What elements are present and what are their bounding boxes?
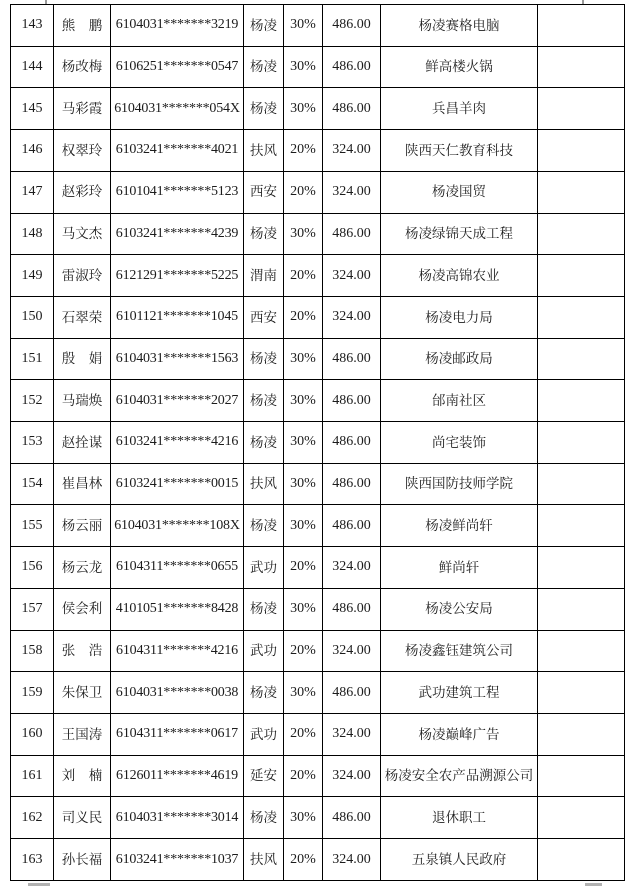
cell-amount[interactable]: 486.00: [323, 588, 381, 630]
cell-name[interactable]: 刘 楠: [54, 755, 111, 797]
cell-id[interactable]: 6101121*******1045: [111, 296, 244, 338]
cell-employer[interactable]: 杨凌国贸: [381, 171, 538, 213]
cell-employer[interactable]: 杨凌公安局: [381, 588, 538, 630]
cell-no[interactable]: 163: [11, 839, 54, 881]
cell-pct[interactable]: 30%: [284, 46, 323, 88]
cutoff-content-mark-left: [28, 883, 50, 886]
cell-city[interactable]: 武功: [244, 630, 284, 672]
cell-id[interactable]: 6104031*******054X: [111, 88, 244, 130]
cell-no[interactable]: 151: [11, 338, 54, 380]
cell-city[interactable]: 杨凌: [244, 422, 284, 464]
cell-amount[interactable]: 324.00: [323, 630, 381, 672]
table-row: [11, 797, 625, 839]
cell-name[interactable]: 张 浩: [54, 630, 111, 672]
cell-no[interactable]: 147: [11, 171, 54, 213]
table-row: [11, 588, 625, 630]
cell-blank[interactable]: [538, 630, 625, 672]
table-row: [11, 171, 625, 213]
cell-name[interactable]: 熊 鹏: [54, 5, 111, 47]
cell-blank[interactable]: [538, 213, 625, 255]
cell-no[interactable]: 144: [11, 46, 54, 88]
table-row: [11, 130, 625, 172]
cell-no[interactable]: 148: [11, 213, 54, 255]
cell-pct[interactable]: 20%: [284, 171, 323, 213]
cell-employer[interactable]: 杨凌赛格电脑: [381, 5, 538, 47]
cell-no[interactable]: 162: [11, 797, 54, 839]
cell-amount[interactable]: 324.00: [323, 713, 381, 755]
cell-pct[interactable]: 20%: [284, 296, 323, 338]
cell-pct[interactable]: 20%: [284, 130, 323, 172]
cell-amount[interactable]: 486.00: [323, 797, 381, 839]
cell-id[interactable]: 6103241*******4216: [111, 422, 244, 464]
table-row: [11, 5, 625, 47]
cell-blank[interactable]: [538, 5, 625, 47]
cell-pct[interactable]: 30%: [284, 505, 323, 547]
cell-pct[interactable]: 20%: [284, 630, 323, 672]
cell-pct[interactable]: 30%: [284, 5, 323, 47]
cell-employer[interactable]: 杨凌邮政局: [381, 338, 538, 380]
cell-amount[interactable]: 324.00: [323, 839, 381, 881]
cutoff-content-mark-right: [585, 883, 602, 886]
cell-no[interactable]: 149: [11, 255, 54, 297]
cell-employer[interactable]: 杨凌巅峰广告: [381, 713, 538, 755]
cell-pct[interactable]: 20%: [284, 755, 323, 797]
cell-city[interactable]: 西安: [244, 171, 284, 213]
cell-name[interactable]: 赵拴谋: [54, 422, 111, 464]
cell-blank[interactable]: [538, 839, 625, 881]
cell-amount[interactable]: 486.00: [323, 88, 381, 130]
cell-city[interactable]: 扶风: [244, 130, 284, 172]
cell-amount[interactable]: 324.00: [323, 171, 381, 213]
cell-city[interactable]: 杨凌: [244, 505, 284, 547]
cell-employer[interactable]: 杨凌鲜尚轩: [381, 505, 538, 547]
table-row: [11, 505, 625, 547]
cell-name[interactable]: 王国涛: [54, 713, 111, 755]
cell-employer[interactable]: 鲜尚轩: [381, 547, 538, 589]
cell-employer[interactable]: 杨凌绿锦天成工程: [381, 213, 538, 255]
cell-name[interactable]: 司义民: [54, 797, 111, 839]
cell-blank[interactable]: [538, 505, 625, 547]
table-row: [11, 296, 625, 338]
cell-pct[interactable]: 30%: [284, 380, 323, 422]
cell-id[interactable]: 6104031*******3219: [111, 5, 244, 47]
table-row: [11, 839, 625, 881]
cell-amount[interactable]: 486.00: [323, 463, 381, 505]
cell-id[interactable]: 6101041*******5123: [111, 171, 244, 213]
cell-no[interactable]: 157: [11, 588, 54, 630]
cell-name[interactable]: 马瑞焕: [54, 380, 111, 422]
cell-id[interactable]: 6103241*******0015: [111, 463, 244, 505]
table-row: [11, 755, 625, 797]
cell-employer[interactable]: 武功建筑工程: [381, 672, 538, 714]
cell-pct[interactable]: 20%: [284, 547, 323, 589]
cell-no[interactable]: 155: [11, 505, 54, 547]
cell-no[interactable]: 161: [11, 755, 54, 797]
cell-no[interactable]: 145: [11, 88, 54, 130]
cell-blank[interactable]: [538, 547, 625, 589]
cell-name[interactable]: 殷 娟: [54, 338, 111, 380]
cell-pct[interactable]: 20%: [284, 713, 323, 755]
cell-name[interactable]: 雷淑玲: [54, 255, 111, 297]
cell-no[interactable]: 160: [11, 713, 54, 755]
cell-amount[interactable]: 324.00: [323, 755, 381, 797]
cell-blank[interactable]: [538, 380, 625, 422]
cell-city[interactable]: 杨凌: [244, 5, 284, 47]
table-row: [11, 672, 625, 714]
cell-amount[interactable]: 486.00: [323, 380, 381, 422]
cell-id[interactable]: 6104311*******0655: [111, 547, 244, 589]
cell-amount[interactable]: 486.00: [323, 213, 381, 255]
cell-name[interactable]: 马彩霞: [54, 88, 111, 130]
cell-pct[interactable]: 30%: [284, 797, 323, 839]
table-row: [11, 46, 625, 88]
cell-city[interactable]: 杨凌: [244, 213, 284, 255]
cell-blank[interactable]: [538, 296, 625, 338]
cell-blank[interactable]: [538, 797, 625, 839]
cell-amount[interactable]: 486.00: [323, 422, 381, 464]
cell-name[interactable]: 权翠玲: [54, 130, 111, 172]
cell-city[interactable]: 杨凌: [244, 588, 284, 630]
cell-blank[interactable]: [538, 130, 625, 172]
table-row: [11, 338, 625, 380]
cell-employer[interactable]: 邰南社区: [381, 380, 538, 422]
table-row: [11, 380, 625, 422]
cell-id[interactable]: 6104311*******0617: [111, 713, 244, 755]
cell-pct[interactable]: 30%: [284, 588, 323, 630]
cell-city[interactable]: 扶风: [244, 839, 284, 881]
cell-city[interactable]: 杨凌: [244, 88, 284, 130]
cell-city[interactable]: 杨凌: [244, 672, 284, 714]
cell-amount[interactable]: 324.00: [323, 130, 381, 172]
cell-city[interactable]: 武功: [244, 713, 284, 755]
cell-pct[interactable]: 30%: [284, 463, 323, 505]
cell-city[interactable]: 渭南: [244, 255, 284, 297]
cell-city[interactable]: 西安: [244, 296, 284, 338]
table-row: [11, 630, 625, 672]
cell-no[interactable]: 159: [11, 672, 54, 714]
cell-pct[interactable]: 20%: [284, 839, 323, 881]
cell-no[interactable]: 156: [11, 547, 54, 589]
cell-amount[interactable]: 486.00: [323, 5, 381, 47]
cell-no[interactable]: 152: [11, 380, 54, 422]
cell-blank[interactable]: [538, 46, 625, 88]
cell-no[interactable]: 153: [11, 422, 54, 464]
cell-amount[interactable]: 486.00: [323, 505, 381, 547]
cell-id[interactable]: 6121291*******5225: [111, 255, 244, 297]
cell-name[interactable]: 杨云龙: [54, 547, 111, 589]
cell-name[interactable]: 杨云丽: [54, 505, 111, 547]
cell-pct[interactable]: 20%: [284, 255, 323, 297]
cell-name[interactable]: 石翠荣: [54, 296, 111, 338]
cell-city[interactable]: 杨凌: [244, 797, 284, 839]
table-body: [11, 5, 625, 881]
cell-no[interactable]: 154: [11, 463, 54, 505]
cell-employer[interactable]: 尚宅装饰: [381, 422, 538, 464]
cell-no[interactable]: 146: [11, 130, 54, 172]
cell-amount[interactable]: 486.00: [323, 46, 381, 88]
cell-id[interactable]: 6103241*******1037: [111, 839, 244, 881]
table-row: [11, 213, 625, 255]
cell-blank[interactable]: [538, 422, 625, 464]
cell-employer[interactable]: 杨凌安全农产品溯源公司: [381, 755, 538, 797]
cell-name[interactable]: 孙长福: [54, 839, 111, 881]
cell-no[interactable]: 143: [11, 5, 54, 47]
cell-id[interactable]: 6104311*******4216: [111, 630, 244, 672]
cell-id[interactable]: 6104031*******0038: [111, 672, 244, 714]
cell-blank[interactable]: [538, 713, 625, 755]
cell-blank[interactable]: [538, 588, 625, 630]
cell-city[interactable]: 扶风: [244, 463, 284, 505]
cell-blank[interactable]: [538, 463, 625, 505]
cell-amount[interactable]: 324.00: [323, 296, 381, 338]
cell-employer[interactable]: 陕西国防技师学院: [381, 463, 538, 505]
table-row: [11, 255, 625, 297]
cell-pct[interactable]: 30%: [284, 88, 323, 130]
cell-blank[interactable]: [538, 338, 625, 380]
cell-city[interactable]: 武功: [244, 547, 284, 589]
cell-employer[interactable]: 陕西天仁教育科技: [381, 130, 538, 172]
cell-blank[interactable]: [538, 672, 625, 714]
cell-id[interactable]: 6106251*******0547: [111, 46, 244, 88]
cell-employer[interactable]: 杨凌高锦农业: [381, 255, 538, 297]
table-row: [11, 88, 625, 130]
cell-id[interactable]: 6126011*******4619: [111, 755, 244, 797]
cell-pct[interactable]: 30%: [284, 422, 323, 464]
cell-no[interactable]: 150: [11, 296, 54, 338]
cell-name[interactable]: 杨改梅: [54, 46, 111, 88]
cell-no[interactable]: 158: [11, 630, 54, 672]
cell-name[interactable]: 赵彩玲: [54, 171, 111, 213]
cell-id[interactable]: 6104031*******108X: [111, 505, 244, 547]
cell-employer[interactable]: 兵昌羊肉: [381, 88, 538, 130]
cell-name[interactable]: 朱保卫: [54, 672, 111, 714]
cell-id[interactable]: 6104031*******3014: [111, 797, 244, 839]
cell-amount[interactable]: 486.00: [323, 338, 381, 380]
cell-id[interactable]: 6104031*******1563: [111, 338, 244, 380]
cell-employer[interactable]: 杨凌电力局: [381, 296, 538, 338]
table-row: [11, 422, 625, 464]
cell-pct[interactable]: 30%: [284, 213, 323, 255]
cell-name[interactable]: 崔昌林: [54, 463, 111, 505]
cell-employer[interactable]: 鲜高楼火锅: [381, 46, 538, 88]
cell-amount[interactable]: 486.00: [323, 672, 381, 714]
cell-pct[interactable]: 30%: [284, 672, 323, 714]
cell-amount[interactable]: 324.00: [323, 255, 381, 297]
cell-pct[interactable]: 30%: [284, 338, 323, 380]
cell-city[interactable]: 杨凌: [244, 380, 284, 422]
cell-id[interactable]: 4101051*******8428: [111, 588, 244, 630]
table-row: [11, 713, 625, 755]
table-row: [11, 463, 625, 505]
cell-name[interactable]: 侯会利: [54, 588, 111, 630]
cell-blank[interactable]: [538, 755, 625, 797]
cell-city[interactable]: 杨凌: [244, 46, 284, 88]
cell-city[interactable]: 杨凌: [244, 338, 284, 380]
cell-employer[interactable]: 五泉镇人民政府: [381, 839, 538, 881]
cell-name[interactable]: 马文杰: [54, 213, 111, 255]
payment-table: [10, 4, 625, 881]
cell-blank[interactable]: [538, 88, 625, 130]
cell-blank[interactable]: [538, 171, 625, 213]
cell-employer[interactable]: 杨凌鑫钰建筑公司: [381, 630, 538, 672]
cell-amount[interactable]: 324.00: [323, 547, 381, 589]
cell-city[interactable]: 延安: [244, 755, 284, 797]
table-row: [11, 547, 625, 589]
cell-blank[interactable]: [538, 255, 625, 297]
cell-id[interactable]: 6104031*******2027: [111, 380, 244, 422]
cell-id[interactable]: 6103241*******4239: [111, 213, 244, 255]
cell-id[interactable]: 6103241*******4021: [111, 130, 244, 172]
cell-employer[interactable]: 退休职工: [381, 797, 538, 839]
